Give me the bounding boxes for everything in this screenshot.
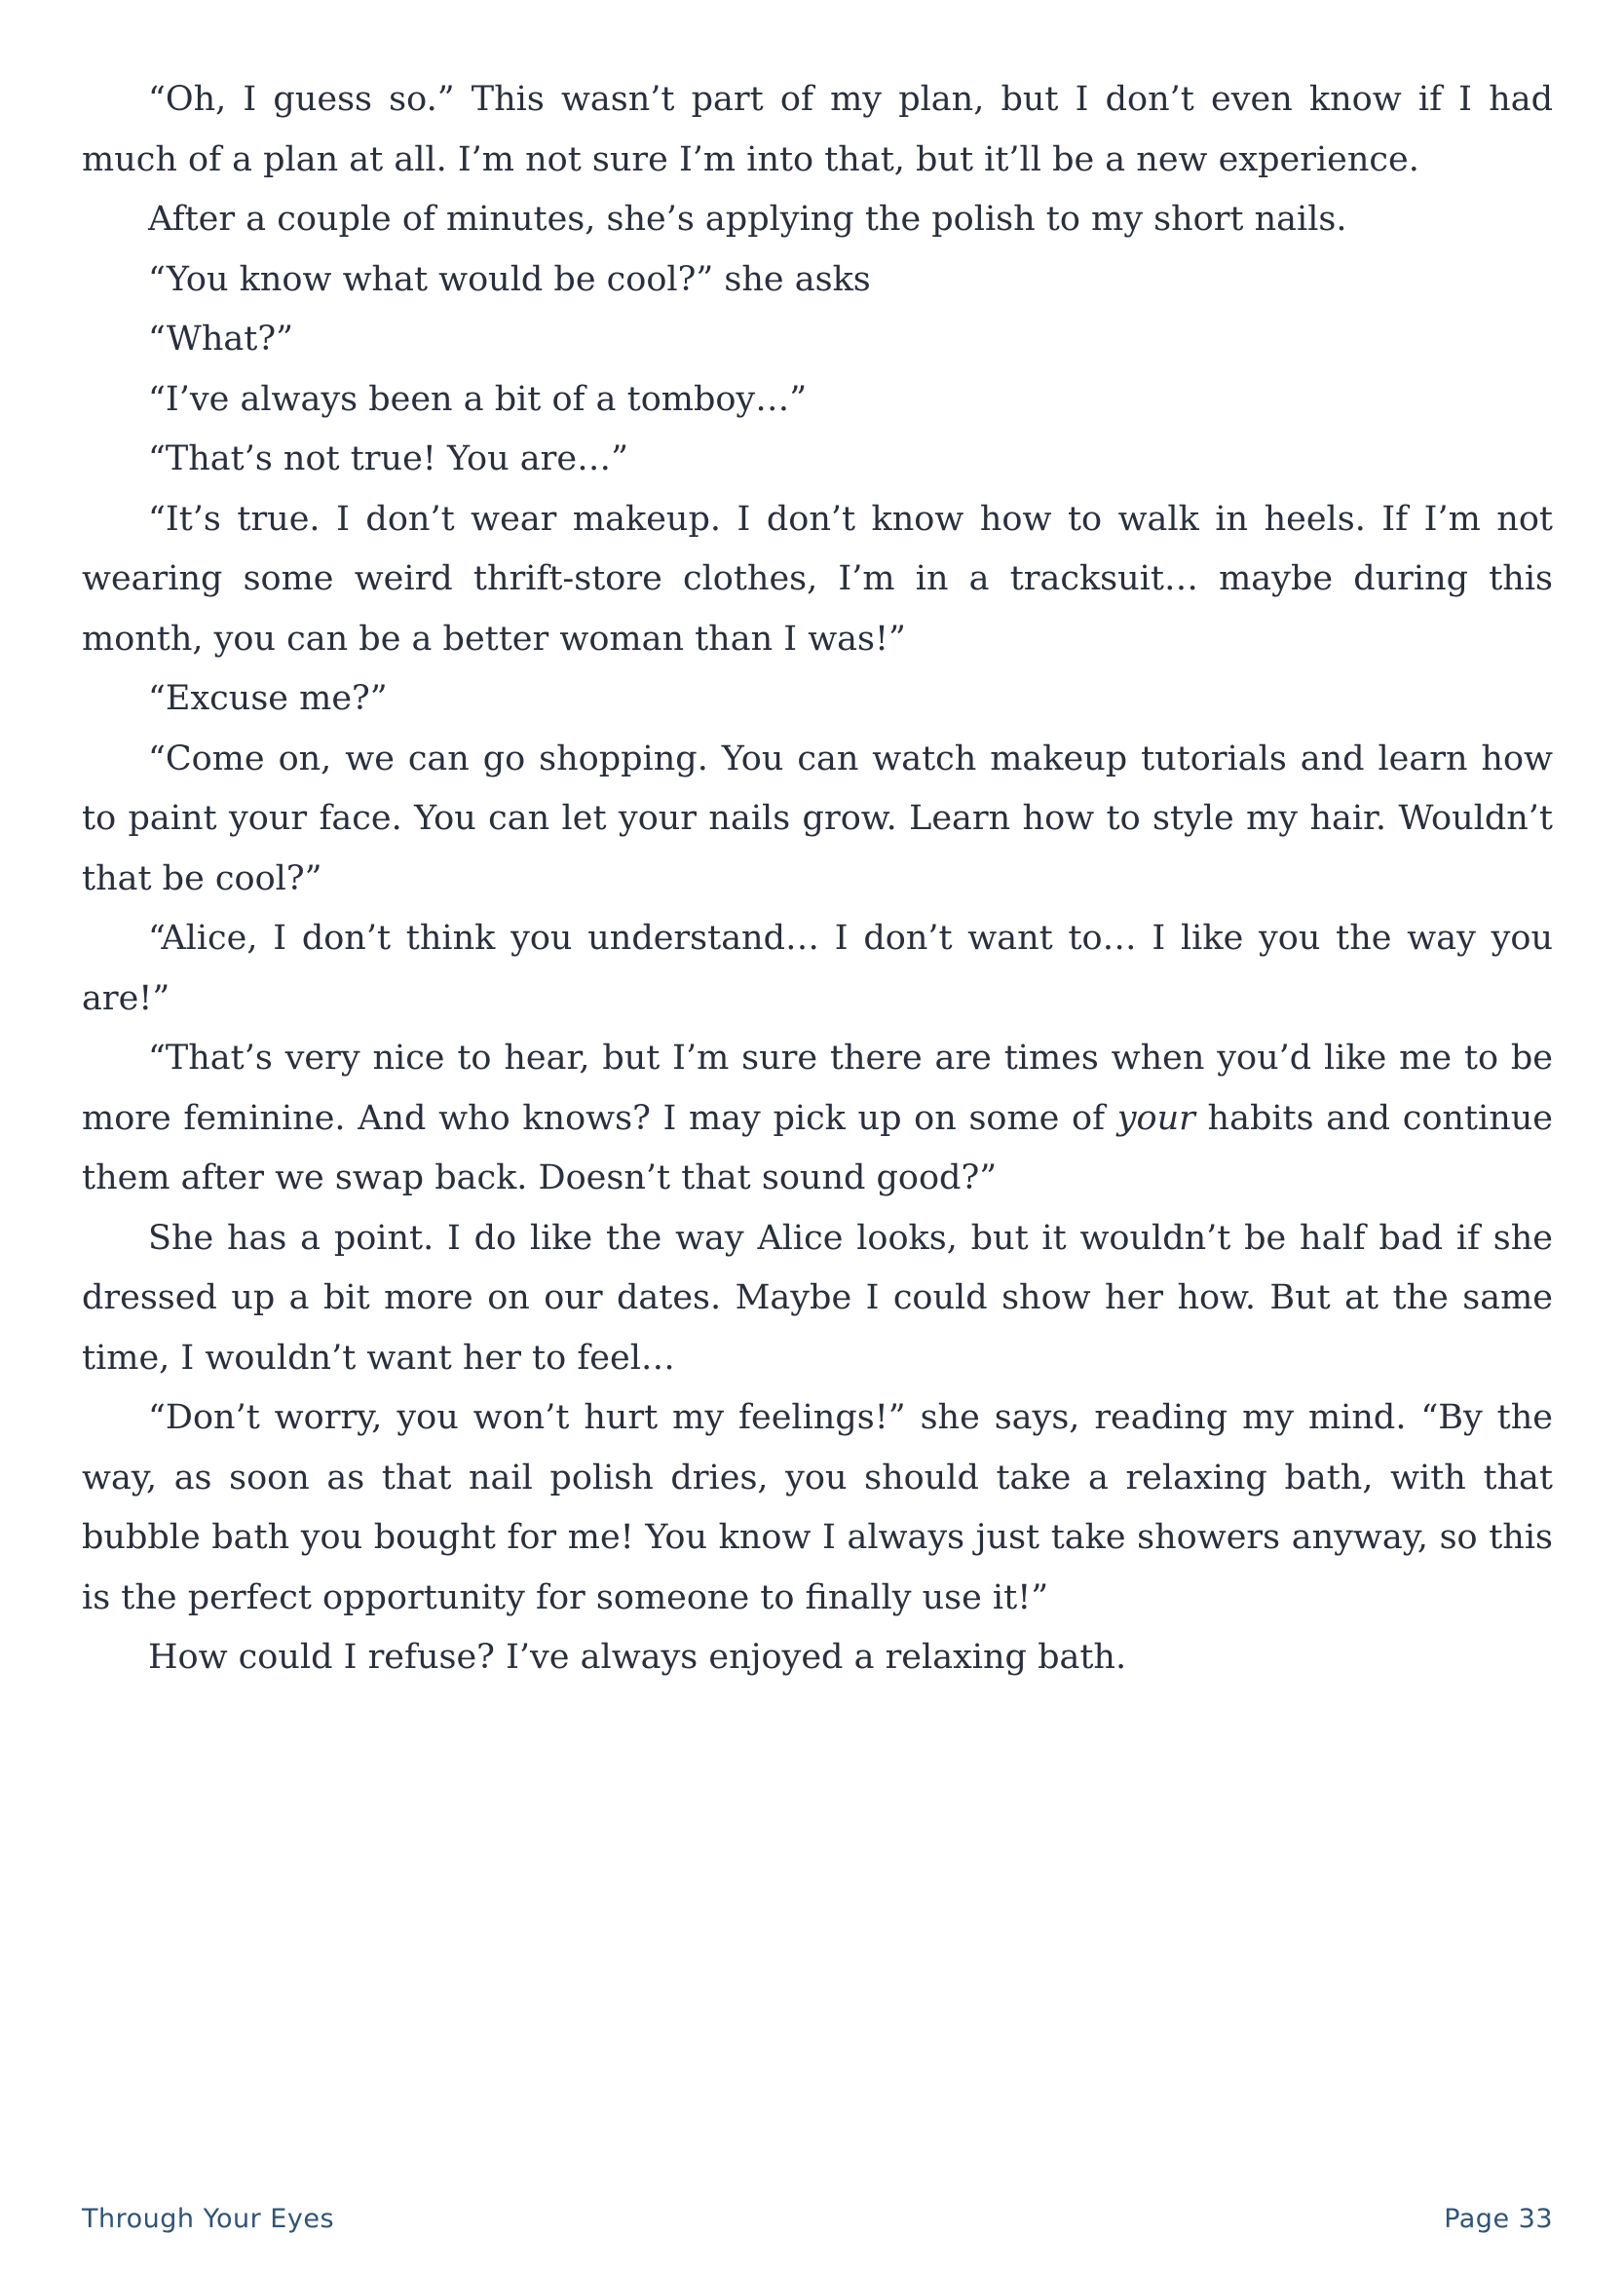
paragraph: After a couple of minutes, she’s applying the polish to my short nails.: [148, 200, 1347, 239]
paragraph: “Don’t worry, you won’t hurt my feelings!” she says, reading my mind. “By the way, as soon as that nail polish dries, you should take a relaxing bath, with that bubble bath you bought for me! You know I always just take showers anyway, so this is the perfect opportunity for someone to finally use it!”: [82, 1398, 1553, 1617]
paragraph: “Alice, I don’t think you understand… I don’t want to… I like you the way you are!”: [82, 919, 1553, 1018]
paragraph: “I’ve always been a bit of a tomboy…”: [148, 379, 808, 419]
book-title: Through Your Eyes: [82, 2204, 335, 2234]
paragraph: “You know what would be cool?” she asks: [148, 259, 871, 299]
paragraph-text-after: habits and continue them after we swap back. Doesn’t that sound good?”: [82, 1098, 1553, 1197]
page-number: Page 33: [1444, 2204, 1553, 2234]
page-body-text: [82, 70, 1553, 1688]
paragraph: “It’s true. I don’t wear makeup. I don’t know how to walk in heels. If I’m not wearing some weird thrift-store clothes, I’m in a tracksuit… maybe during this month, you can be a better woman than I was!”: [82, 499, 1553, 659]
paragraph-with-emphasis: [82, 1029, 1553, 1209]
emphasized-word: your: [1116, 1098, 1195, 1138]
page-footer: [82, 2204, 1553, 2243]
paragraph: “Excuse me?”: [148, 679, 388, 718]
paragraph: “That’s not true! You are…”: [148, 439, 628, 478]
paragraph-text-before: “That’s very nice to hear, but I’m sure there are times when you’d like me to be more feminine. And who knows? I may pick up on some of: [82, 1039, 1553, 1138]
paragraph: “What?”: [148, 320, 293, 359]
paragraph: She has a point. I do like the way Alice looks, but it wouldn’t be half bad if she dressed up a bit more on our dates. Maybe I could show her how. But at the same time, I wouldn’t want her to feel…: [82, 1218, 1553, 1378]
paragraph: “Oh, I guess so.” This wasn’t part of my plan, but I don’t even know if I had much of a plan at all. I’m not sure I’m into that, but it’ll be a new experience.: [82, 80, 1553, 179]
paragraph: How could I refuse? I’ve always enjoyed a relaxing bath.: [148, 1638, 1127, 1677]
paragraph: “Come on, we can go shopping. You can watch makeup tutorials and learn how to paint your face. You can let your nails grow. Learn how to style my hair. Wouldn’t that be cool?”: [82, 739, 1553, 898]
